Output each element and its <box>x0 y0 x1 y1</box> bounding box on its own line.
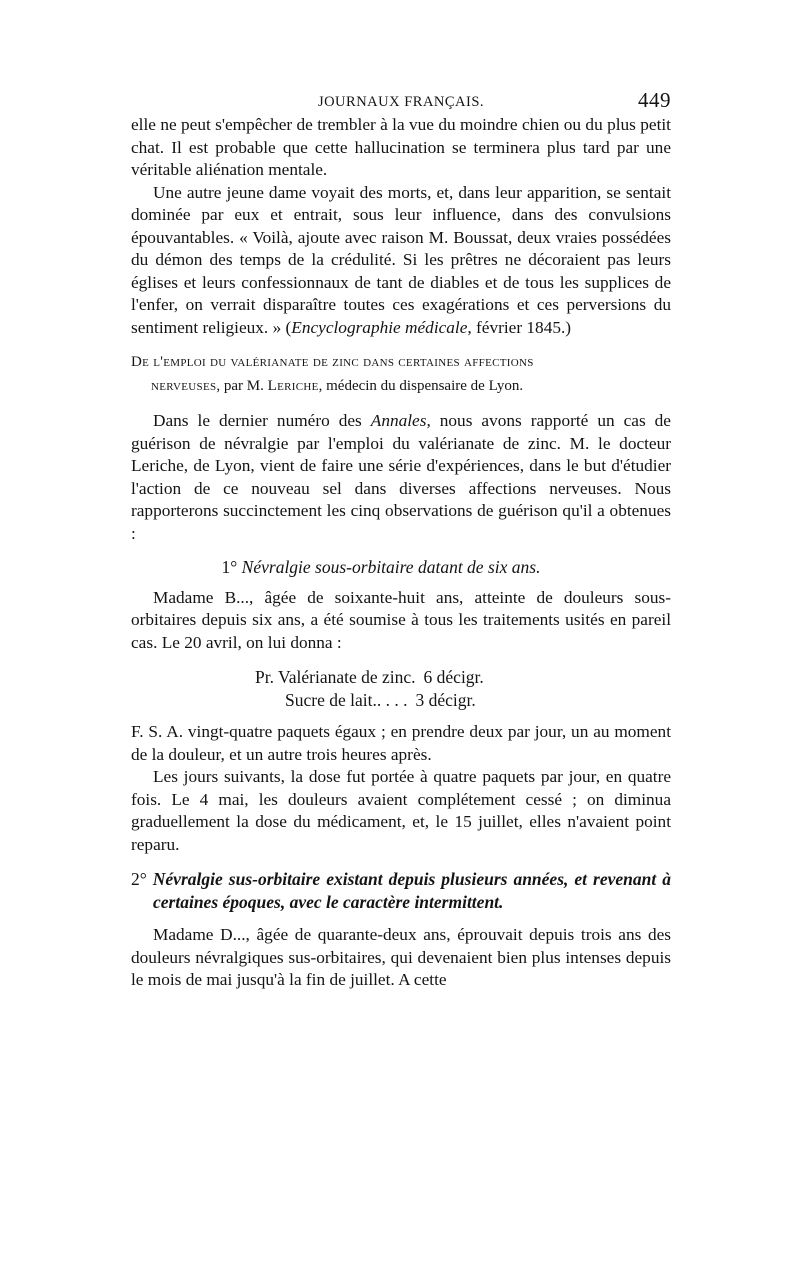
journal-title: Annales <box>370 411 427 430</box>
article-body <box>131 114 671 992</box>
paragraph: Madame B..., âgée de soixante-huit ans, atteinte de douleurs sous-orbitaires depuis six ans, a été soumise à tous les traitements usités en pareil cas. Le 20 avril, on lui donna : <box>131 587 671 652</box>
paragraph: Les jours suivants, la dose fut portée à quatre paquets par jour, en quatre fois. Le 4 mai, les douleurs avaient complétement cessé ; on diminua graduellement la dose du médicament, et, le 15 juillet, elles n'avaient point reparu. <box>131 767 671 854</box>
running-header <box>131 88 671 114</box>
observation-title: Névralgie sus-orbitaire existant depuis plusieurs années, et revenant à certaines époques, avec le caractère intermittent. <box>152 869 672 912</box>
prescription-item: Sucre de lait.. . . . <box>285 689 408 710</box>
section-heading-text: , par M. <box>216 378 268 394</box>
section-heading-caps: nerveuses <box>151 378 217 394</box>
paragraph: Madame D..., âgée de quarante-deux ans, éprouvait depuis trois ans des douleurs névralgiques sus-orbitaires, qui devenaient bien plus intenses depuis le mois de mai jusqu'à la fin de juillet. A cette <box>131 925 671 989</box>
page-number: 449 <box>638 88 671 112</box>
book-page <box>131 88 671 992</box>
prescription-dose: 6 décigr. <box>423 667 484 687</box>
paragraph: elle ne peut s'empêcher de trembler à la vue du moindre chien ou du plus petit chat. Il est probable que cette hallucination se terminera plus tard par une véritable aliénation mentale. <box>131 115 671 179</box>
section-author: Leriche <box>267 378 319 394</box>
paragraph-text: Une autre jeune dame voyait des morts, et, dans leur apparition, se sentait dominée par eux et entrait, sous leur influence, dans des convulsions épouvantables. « Voilà, ajoute avec raison M. Boussat, deux vraies possédées du démon des temps de la crédulité. Si les prêtres ne décoraient pas leurs églises et leurs confessionnaux de tant de diables et de tous les supplices de l'enfer, on verrait disparaître toutes ces exagérations et ces perversions du sentiment religieux. » ( <box>131 182 671 337</box>
observation-title: Névralgie sous-orbitaire datant de six ans. <box>241 557 541 577</box>
paragraph-text: Dans le dernier numéro des <box>153 411 371 430</box>
paragraph <box>131 410 671 545</box>
section-heading-text: , médecin du dispensaire de Lyon. <box>318 378 524 394</box>
observation-heading <box>131 868 671 913</box>
observation-number: 2° <box>131 869 147 889</box>
prescription-line <box>131 666 671 689</box>
observation-heading <box>131 556 671 579</box>
paragraph-text: , nous avons rapporté un cas de guérison de névralgie par l'emploi du valérianate de zinc. M. le docteur Leriche, de Lyon, vient de faire une série d'expériences, dans le but d'étudier l'action de ce nouveau sel dans diverses affections nerveuses. Nous rapporterons succinctement les cinq observations de guérison qu'il a obtenues : <box>131 411 671 543</box>
citation-date: , février 1845.) <box>467 317 572 337</box>
section-heading-caps: De l'emploi du valérianate de zinc dans certaines affections <box>131 354 534 370</box>
prescription <box>131 666 671 711</box>
running-title: JOURNAUX FRANÇAIS. <box>317 94 485 110</box>
paragraph <box>131 182 671 340</box>
citation-title: Encyclographie médicale <box>291 317 468 337</box>
prescription-dose: 3 décigr. <box>415 689 476 710</box>
paragraph: F. S. A. vingt-quatre paquets égaux ; en prendre deux par jour, un au moment de la douleur, et un autre trois heures après. <box>131 722 671 764</box>
observation-number: 1° <box>221 557 238 577</box>
section-heading <box>131 350 671 398</box>
prescription-line <box>131 689 671 712</box>
prescription-item: Pr. Valérianate de zinc. <box>255 667 416 687</box>
